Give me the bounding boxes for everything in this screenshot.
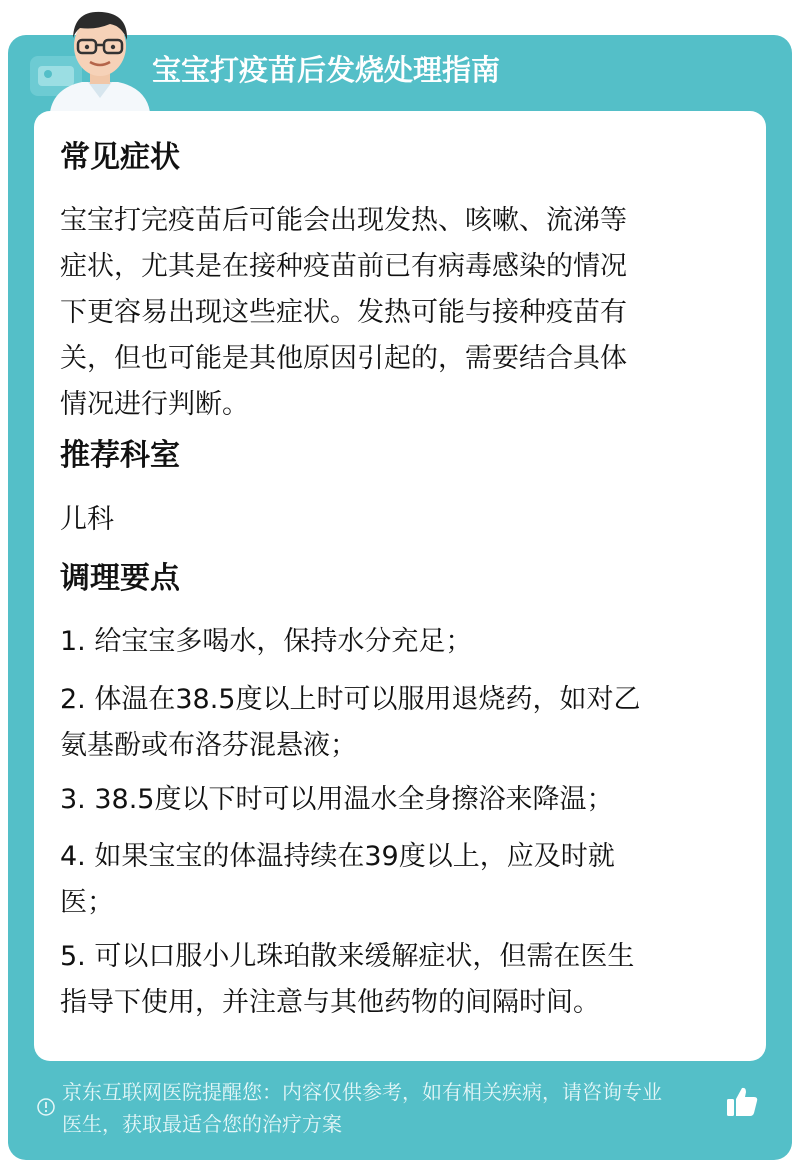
page-title: 宝宝打疫苗后发烧处理指南: [152, 53, 501, 87]
section-heading-department: 推荐科室: [60, 438, 180, 473]
care-line: 3. 38.5度以下时可以用温水全身擦浴来降温；: [60, 784, 614, 815]
disclaimer-line: 医生，获取最适合您的治疗方案: [62, 1112, 342, 1136]
care-line: 医；: [60, 887, 114, 918]
care-item-2: [60, 677, 725, 769]
care-item-3: [60, 777, 725, 823]
disclaimer-line: 京东互联网医院提醒您：内容仅供参考，如有相关疾病，请咨询专业: [62, 1080, 662, 1104]
symptoms-line: 关，但也可能是其他原因引起的，需要结合具体: [60, 343, 627, 374]
care-item-4: [60, 834, 725, 926]
section-heading-symptoms: 常见症状: [60, 140, 180, 175]
care-line: 1. 给宝宝多喝水，保持水分充足；: [60, 626, 473, 657]
care-line: 5. 可以口服小儿珠珀散来缓解症状，但需在医生: [60, 941, 635, 972]
section-heading-care: 调理要点: [60, 561, 180, 596]
care-line: 指导下使用，并注意与其他药物的间隔时间。: [60, 987, 600, 1018]
symptoms-line: 情况进行判断。: [60, 389, 249, 420]
care-item-5: [60, 934, 725, 1026]
doctor-avatar: [40, 2, 160, 112]
info-icon: [36, 1097, 56, 1117]
care-line: 4. 如果宝宝的体温持续在39度以上，应及时就: [60, 841, 615, 872]
symptoms-text: [60, 198, 725, 428]
thumbs-up-icon[interactable]: [724, 1084, 760, 1120]
care-line: 2. 体温在38.5度以上时可以服用退烧药，如对乙: [60, 684, 641, 715]
symptoms-line: 下更容易出现这些症状。发热可能与接种疫苗有: [60, 297, 627, 328]
symptoms-line: 症状，尤其是在接种疫苗前已有病毒感染的情况: [60, 251, 627, 282]
department-value: 儿科: [60, 504, 114, 535]
symptoms-line: 宝宝打完疫苗后可能会出现发热、咳嗽、流涕等: [60, 205, 627, 236]
disclaimer: [62, 1076, 727, 1140]
care-item-1: [60, 619, 725, 665]
care-line: 氨基酚或布洛芬混悬液；: [60, 730, 357, 761]
